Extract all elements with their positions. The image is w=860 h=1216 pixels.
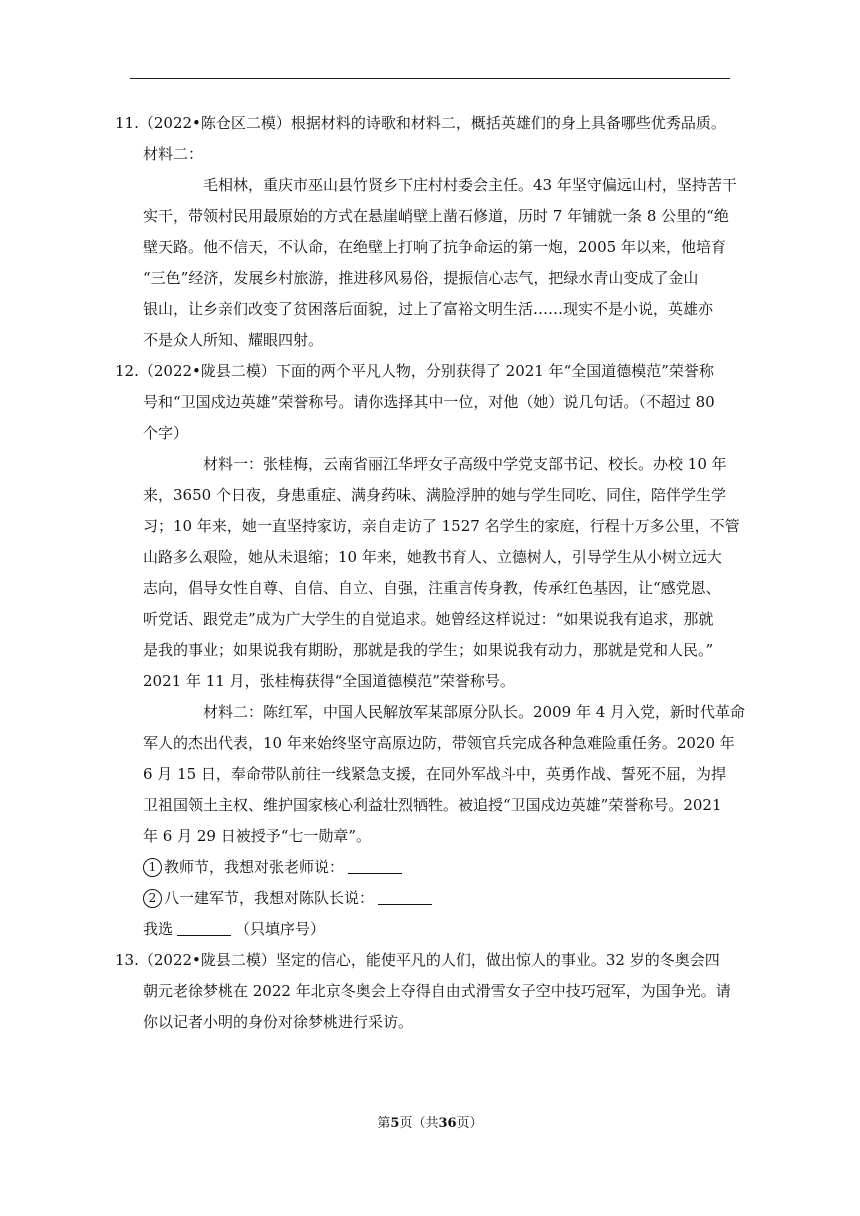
material-2-heading: 材料二： — [143, 145, 204, 163]
paragraph-line: 6 月 15 日，奉命带队前往一线紧急支援，在同外军战斗中，英勇作战、誓死不屈，为捍 — [143, 765, 726, 783]
total-pages: 36 — [438, 1116, 457, 1131]
footer-prefix: 第 — [377, 1116, 391, 1131]
paragraph-line: 习；10 年来，她一直坚持家访，亲自走访了 1527 名学生的家庭，行程十万多公里，不管 — [143, 517, 740, 535]
paragraph-line: 壁天路。他不信天，不认命，在绝壁上打响了抗争命运的第一炮，2005 年以来，他培育 — [143, 238, 726, 256]
page-content — [115, 108, 746, 1038]
paragraph-line: 志向，倡导女性自尊、自信、自立、自强，注重言传身教，传承红色基因，让“感党恩、 — [143, 579, 721, 597]
question-12-stem-line: 号和“卫国戍边英雄”荣誉称号。请你选择其中一位，对他（她）说几句话。（不超过 80 — [143, 393, 715, 411]
question-11 — [115, 108, 737, 356]
paragraph-line: 不是众人所知、耀眼四射。 — [143, 331, 324, 349]
answer-option-2-text: 八一建军节，我想对陈队长说： — [164, 889, 375, 907]
footer-middle: 页（共 — [399, 1116, 439, 1131]
page-footer — [0, 1112, 860, 1131]
paragraph-line: 银山，让乡亲们改变了贫困落后面貌，过上了富裕文明生活……现实不是小说，英雄亦 — [143, 300, 714, 318]
answer-blank-1[interactable] — [348, 859, 402, 874]
paragraph-line: 听党话、跟党走”成为广大学生的自觉追求。她曾经这样说过：“如果说我有追求，那就 — [143, 610, 714, 628]
circled-number-1: 1 — [143, 858, 162, 877]
answer-option-1-text: 教师节，我想对张老师说： — [164, 858, 345, 876]
choice-line — [115, 914, 730, 945]
paragraph-line: 来，3650 个日夜，身患重症、满身药味、满脸浮肿的她与学生同吃、同住，陪伴学生学 — [143, 486, 726, 504]
question-13 — [115, 945, 730, 1038]
paragraph-line: 军人的杰出代表，10 年来始终坚守高原边防，带领官兵完成各种急难险重任务。2020 年 — [143, 734, 735, 752]
choice-suffix: （只填序号） — [235, 920, 326, 938]
paragraph-line: 山路多么艰险，她从未退缩；10 年来，她教书育人、立德树人，引导学生从小树立远大 — [143, 548, 722, 566]
paragraph-line: 实干，带领村民用最原始的方式在悬崖峭壁上凿石修道，历时 7 年铺就一条 8 公里的“绝 — [143, 207, 729, 225]
page-number: 5 — [390, 1116, 400, 1131]
circled-number-2: 2 — [143, 889, 162, 908]
question-12 — [115, 356, 746, 945]
paragraph-line: 毛相林，重庆市巫山县竹贤乡下庄村村委会主任。43 年坚守偏远山村，坚持苦干 — [203, 176, 737, 194]
question-13-stem-line: 朝元老徐梦桃在 2022 年北京冬奥会上夺得自由式滑雪女子空中技巧冠军，为国争光。请 — [143, 982, 731, 1000]
question-13-stem: 13.（2022•陇县二模）坚定的信心，能使平凡的人们，做出惊人的事业。32 岁的冬奥会四 — [115, 951, 720, 969]
paragraph-line: 材料二：陈红军，中国人民解放军某部原分队长。2009 年 4 月入党，新时代革命 — [203, 703, 746, 721]
paragraph-line: 材料一：张桂梅，云南省丽江华坪女子高级中学党支部书记、校长。办校 10 年 — [203, 455, 727, 473]
paragraph-line: “三色”经济，发展乡村旅游，推进移风易俗，提振信心志气，把绿水青山变成了金山 — [143, 269, 699, 287]
choice-blank[interactable] — [177, 921, 231, 936]
question-12-stem: 12.（2022•陇县二模）下面的两个平凡人物，分别获得了 2021 年“全国道德模范”荣誉称 — [115, 362, 714, 380]
answer-blank-2[interactable] — [378, 890, 432, 905]
paragraph-line: 是我的事业；如果说我有期盼，那就是我的学生；如果说我有动力，那就是党和人民。” — [143, 641, 714, 659]
paragraph-line: 2021 年 11 月，张桂梅获得“全国道德模范”荣誉称号。 — [143, 672, 515, 690]
answer-option-2 — [115, 883, 730, 914]
choice-prefix: 我选 — [143, 920, 174, 938]
paragraph-line: 卫祖国领土主权、维护国家核心利益壮烈牺牲。被追授“卫国戍边英雄”荣誉称号。2021 — [143, 796, 722, 814]
paragraph-line: 年 6 月 29 日被授予“七一勋章”。 — [143, 827, 372, 845]
question-12-stem-line: 个字） — [143, 424, 189, 442]
answer-option-1 — [115, 852, 730, 883]
header-rule — [130, 78, 730, 79]
question-11-stem: 11.（2022•陈仓区二模）根据材料的诗歌和材料二，概括英雄们的身上具备哪些优秀品质。 — [115, 114, 726, 132]
question-13-stem-line: 你以记者小明的身份对徐梦桃进行采访。 — [143, 1013, 414, 1031]
footer-suffix: 页） — [456, 1116, 483, 1131]
